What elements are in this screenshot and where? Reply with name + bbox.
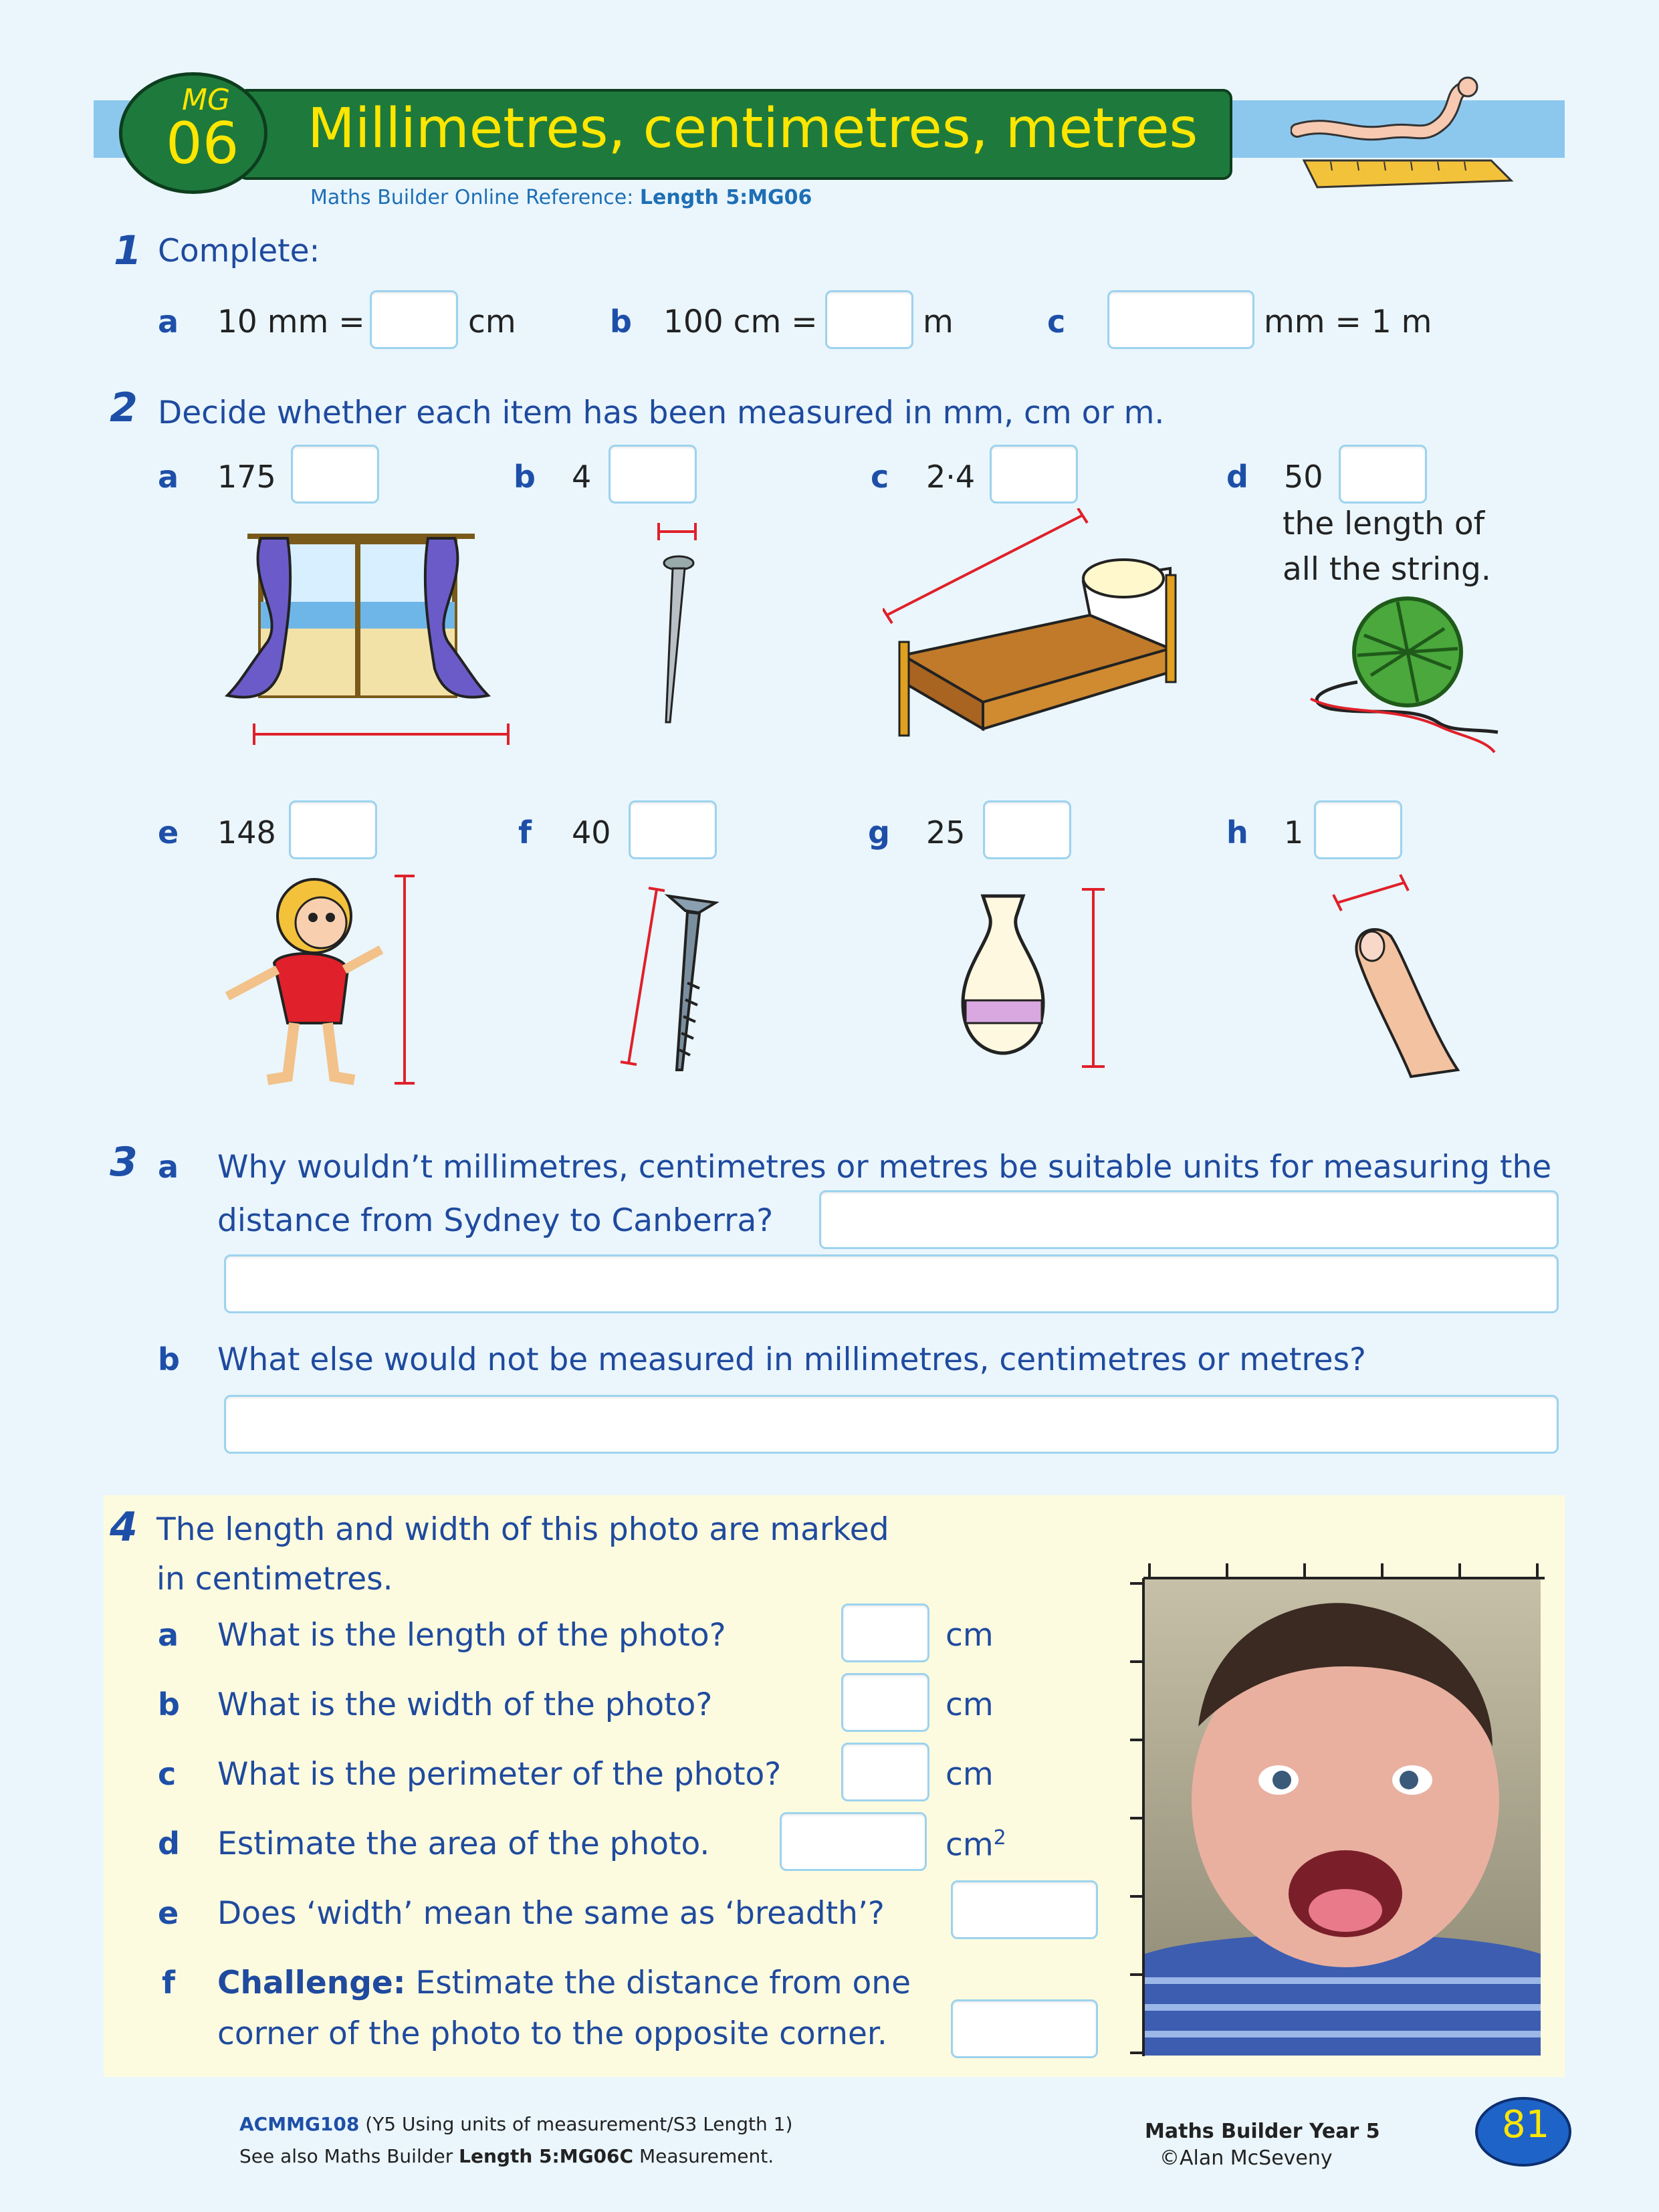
page-title: Millimetres, centimetres, metres [308, 97, 1198, 160]
q4b-unit: cm [946, 1686, 994, 1723]
see-also-reference: Length 5:MG06C [459, 2145, 634, 2167]
reference-prefix: Maths Builder Online Reference: [310, 186, 634, 209]
q1a-label: a [158, 304, 179, 340]
q3a-text-line-1: Why wouldn’t millimetres, centimetres or metres be suitable units for measuring the [217, 1149, 1552, 1186]
q4d-unit [946, 1826, 1006, 1864]
q2e-answer[interactable] [289, 800, 377, 859]
q2e-label: e [158, 814, 179, 851]
q2c-value: 2·4 [926, 459, 976, 495]
q4d-text: Estimate the area of the photo. [217, 1826, 710, 1862]
q1a-unit: cm [468, 304, 516, 340]
q4c-unit: cm [946, 1756, 994, 1793]
q2h-answer[interactable] [1314, 800, 1402, 859]
q4d-answer[interactable] [780, 1812, 927, 1871]
q4-intro-line-1: The length and width of this photo are marked [156, 1511, 889, 1548]
q2g-label: g [868, 814, 890, 851]
q2b-value: 4 [572, 459, 592, 495]
q4b-answer[interactable] [841, 1673, 929, 1732]
q4f-answer[interactable] [951, 1999, 1098, 2058]
q4f-label: f [162, 1965, 176, 2001]
q4a-unit: cm [946, 1617, 994, 1654]
q2h-label: h [1226, 814, 1248, 851]
vase-illustration [943, 883, 1110, 1083]
reference-code: Length 5:MG06 [639, 186, 812, 209]
q2f-value: 40 [572, 814, 611, 851]
q4e-answer[interactable] [951, 1880, 1098, 1939]
q2b-label: b [514, 459, 536, 495]
q4f-text-1: Estimate the distance from one [415, 1965, 911, 2001]
q2d-label: d [1226, 459, 1248, 495]
q3a-answer-line-2[interactable] [224, 1254, 1559, 1313]
q2d-note-line-1: the length of [1283, 506, 1485, 542]
baby-photo [1145, 1579, 1541, 2056]
q2a-answer[interactable] [291, 445, 379, 504]
copyright: ©Alan McSeveny [1159, 2146, 1333, 2170]
q2h-value: 1 [1284, 814, 1304, 851]
badge-top: MG [182, 83, 231, 117]
question-1-prompt: Complete: [158, 233, 320, 269]
q4-intro-line-2: in centimetres. [156, 1561, 393, 1597]
see-also-prefix: See also Maths Builder [239, 2145, 453, 2167]
q1c-label: c [1047, 304, 1066, 340]
question-3-number: 3 [110, 1139, 138, 1186]
nail-illustration [642, 522, 709, 736]
window-illustration [221, 522, 515, 749]
q1b-label: b [610, 304, 632, 340]
online-reference [310, 186, 812, 209]
q2c-answer[interactable] [990, 445, 1078, 504]
q3a-answer-line-1[interactable] [819, 1190, 1559, 1249]
q4a-label: a [158, 1617, 179, 1653]
q1c-unit: mm = 1 m [1264, 304, 1432, 340]
q3b-label: b [158, 1341, 180, 1377]
q2d-answer[interactable] [1339, 445, 1427, 504]
finger-illustration [1331, 869, 1484, 1083]
q4b-text: What is the width of the photo? [217, 1686, 713, 1723]
see-also-suffix: Measurement. [639, 2145, 774, 2167]
q4d-unit-exponent: 2 [993, 1826, 1006, 1850]
q1b-answer[interactable] [825, 290, 913, 349]
q2f-answer[interactable] [629, 800, 717, 859]
screw-illustration [615, 883, 736, 1083]
page-number: 81 [1502, 2103, 1550, 2146]
q2c-label: c [871, 459, 889, 495]
question-4-number: 4 [110, 1504, 138, 1551]
q1c-answer[interactable] [1107, 290, 1254, 349]
q2b-answer[interactable] [609, 445, 697, 504]
q2f-label: f [518, 814, 532, 851]
q3b-answer[interactable] [224, 1395, 1559, 1454]
q2d-value: 50 [1284, 459, 1323, 495]
q2a-label: a [158, 459, 179, 495]
q4e-label: e [158, 1895, 179, 1931]
q3a-label: a [158, 1149, 179, 1185]
q2g-answer[interactable] [983, 800, 1071, 859]
q4c-label: c [158, 1756, 177, 1792]
q4e-text: Does ‘width’ mean the same as ‘breadth’? [217, 1895, 885, 1932]
q4c-text: What is the perimeter of the photo? [217, 1756, 782, 1793]
q1b-unit: m [923, 304, 954, 340]
q1b-text: 100 cm = [663, 304, 818, 340]
q4f-text-line-2: corner of the photo to the opposite corner. [217, 2015, 887, 2052]
girl-illustration [214, 869, 428, 1090]
question-1-number: 1 [114, 227, 142, 274]
q4a-answer[interactable] [841, 1603, 929, 1662]
q2d-note-line-2: all the string. [1283, 551, 1491, 588]
question-2-prompt: Decide whether each item has been measured in mm, cm or m. [158, 395, 1165, 431]
bed-illustration [883, 508, 1190, 756]
q2g-value: 25 [926, 814, 966, 851]
badge-number: 06 [166, 110, 239, 177]
see-also-line [239, 2145, 774, 2167]
q4d-unit-text: cm [946, 1826, 994, 1864]
worm-ruler-illustration [1291, 74, 1518, 194]
curriculum-code: ACMMG108 [239, 2113, 360, 2135]
q1a-text: 10 mm = [217, 304, 365, 340]
q4c-answer[interactable] [841, 1743, 929, 1801]
book-title: Maths Builder Year 5 [1145, 2120, 1380, 2143]
question-2-number: 2 [110, 384, 138, 431]
ball-of-string-illustration [1304, 588, 1505, 762]
q3b-text: What else would not be measured in millimetres, centimetres or metres? [217, 1341, 1367, 1378]
curriculum-code-line [239, 2113, 792, 2135]
q3a-text-line-2: distance from Sydney to Canberra? [217, 1202, 774, 1239]
q4d-label: d [158, 1826, 180, 1862]
q2a-value: 175 [217, 459, 276, 495]
q4a-text: What is the length of the photo? [217, 1617, 726, 1654]
q1a-answer[interactable] [370, 290, 458, 349]
challenge-label: Challenge: [217, 1965, 406, 2001]
q4f-text-line-1 [217, 1967, 911, 1999]
q2e-value: 148 [217, 814, 276, 851]
q4b-label: b [158, 1686, 180, 1723]
curriculum-description: (Y5 Using units of measurement/S3 Length 1) [365, 2113, 793, 2135]
